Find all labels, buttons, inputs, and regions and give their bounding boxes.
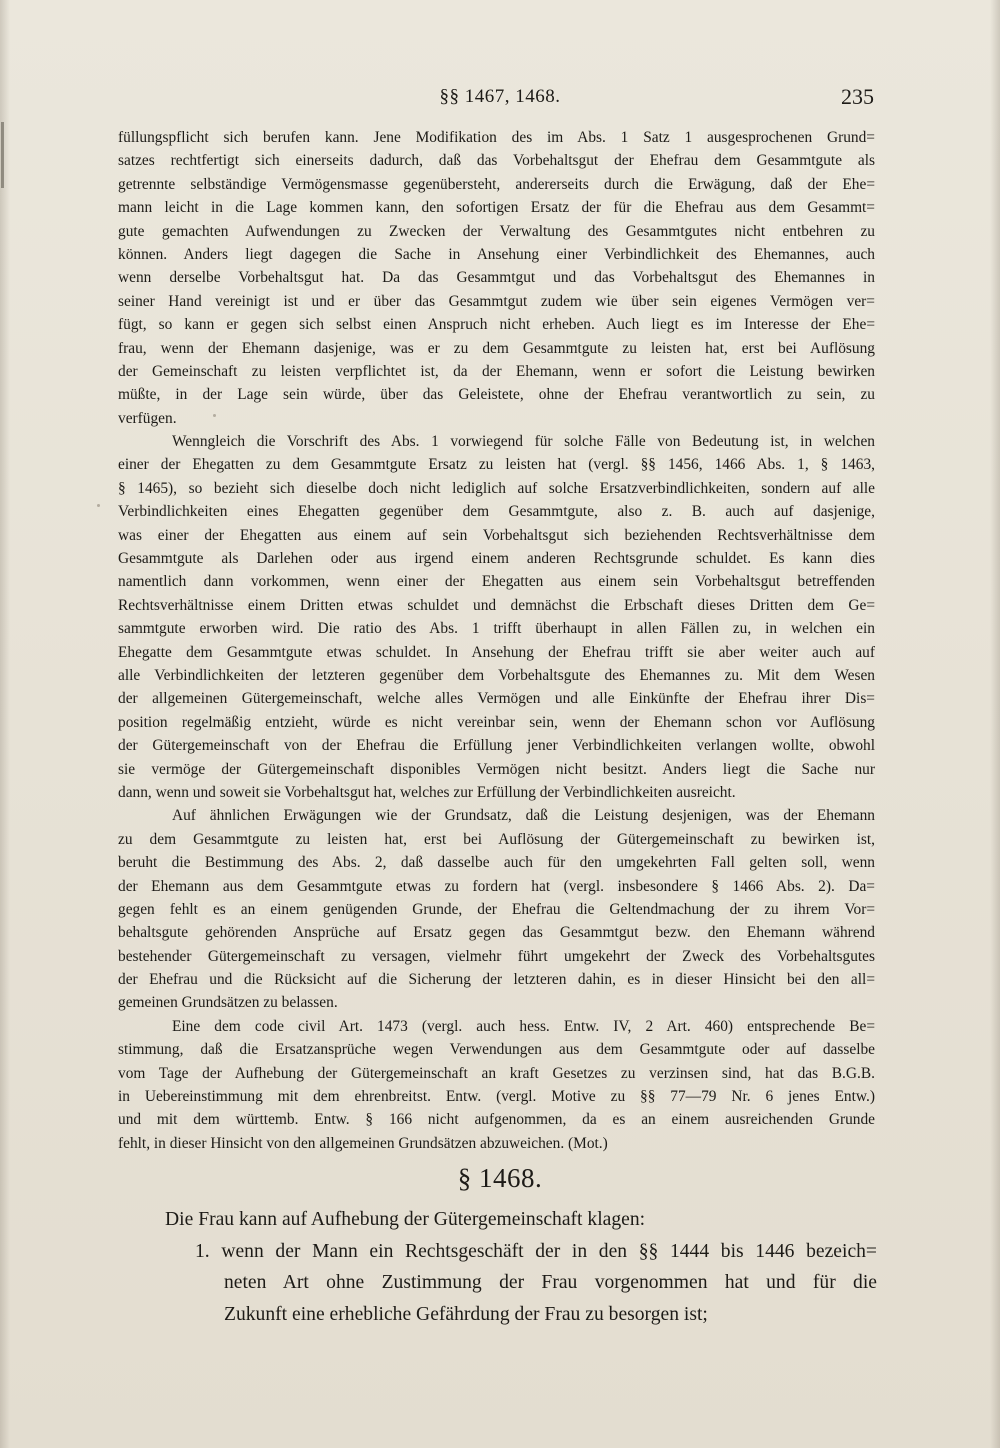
statute-intro-line: Die Frau kann auf Aufhebung der Gütergemeinschaft klagen: <box>165 1209 646 1230</box>
text-line: verfügen. <box>118 409 177 427</box>
text-line: gegen fehlt es an einem genügenden Grunde, der Ehefrau die Geltendmachung der zu ihrem Vor= <box>118 900 875 918</box>
text-line: namentlich dann vorkommen, wenn einer der Ehegatten aus einem sein Vorbehaltsgut betreffenden <box>118 573 875 591</box>
text-line: sammtgute erworben wird. Die ratio des Abs. 1 trifft überhaupt in allen Fällen zu, in welchen ein <box>118 620 875 638</box>
text-line: gute gemachten Aufwendungen zu Zwecken der Verwaltung des Gesammtgutes nicht entbehren zu <box>118 222 875 240</box>
text-line: fügt, so kann er gegen sich selbst einen Anspruch nicht erheben. Auch liegt es im Interesse der Ehe= <box>118 316 875 334</box>
text-line: Rechtsverhältnisse einem Dritten etwas schuldet und demnächst die Erbschaft dieses Dritten dem Ge= <box>118 596 875 614</box>
statute-item-line: Zukunft eine erhebliche Gefährdung der Frau zu besorgen ist; <box>224 1303 708 1325</box>
paragraph-first-line: Wenngleich die Vorschrift des Abs. 1 vorwiegend für solche Fälle von Bedeutung ist, in welchen <box>172 433 875 451</box>
text-line: § 1465), so bezieht sich dieselbe doch nicht lediglich auf solche Ersatzverbindlichkeiten, sondern auf alle <box>118 479 875 497</box>
text-line: alle Verbindlichkeiten der letzteren gegenüber dem Vorbehaltsgute des Ehemannes zu. Mit dem Wesen <box>118 666 875 684</box>
text-line: behaltsgute gehörenden Ansprüche auf Ersatz gegen das Gesammtgut bezw. den Ehemann während <box>118 924 875 942</box>
text-line: beruht die Bestimmung des Abs. 2, daß dasselbe auch für den umgekehrten Fall gelten soll, wenn <box>118 854 875 872</box>
text-line: in Uebereinstimmung mit dem ehrenbreitst. Entw. (vergl. Motive zu §§ 77—79 Nr. 6 jenes Entw.) <box>118 1088 875 1106</box>
binding-mark <box>1 122 4 188</box>
text-line: stimmung, daß die Ersatzansprüche wegen Verwendungen aus dem Gesammtgute oder auf dasselbe <box>118 1041 875 1059</box>
text-line: müßte, in der Lage sein würde, über das Geleistete, ohne der Ehefrau verantwortlich zu sein, zu <box>118 386 875 404</box>
text-line: Verbindlichkeiten eines Ehegatten gegenüber dem Gesammtgute, also z. B. auch auf dasjenige, <box>118 503 875 521</box>
text-line: dann, wenn und soweit sie Vorbehaltsgut hat, welches zur Erfüllung der Verbindlichkeiten ausreicht. <box>118 783 736 801</box>
text-line: und mit dem württemb. Entw. § 166 nicht aufgenommen, da es an einem ausreichenden Grunde <box>118 1111 875 1129</box>
text-line: der Gütergemeinschaft von der Ehefrau die Erfüllung jener Verbindlichkeiten verlangen wollte, obwohl <box>118 737 875 755</box>
text-line: was einer der Ehegatten aus einem auf sein Vorbehaltsgut sich beziehenden Rechtsverhältnisse dem <box>118 526 875 544</box>
paper-speck <box>97 504 100 507</box>
statute-item-line: neten Art ohne Zustimmung der Frau vorgenommen hat und für die <box>224 1272 877 1293</box>
text-line: Gesammtgute als Darlehen oder aus irgend einem anderen Rechtsgrunde schuldet. Es kann dies <box>118 550 875 568</box>
text-line: einer der Ehegatten zu dem Gesammtgute Ersatz zu leisten hat (vergl. §§ 1456, 1466 Abs. 1, § 1463, <box>118 456 875 474</box>
text-line: frau, wenn der Ehemann dasjenige, was er zu dem Gesammtgute zu leisten hat, erst bei Auflösung <box>118 339 875 357</box>
statute-item-line: 1. wenn der Mann ein Rechtsgeschäft der in den §§ 1444 bis 1446 bezeich= <box>195 1240 877 1262</box>
section-heading: § 1468. <box>457 1163 543 1193</box>
text-line: der allgemeinen Gütergemeinschaft, welche alles Vermögen und alle Einkünfte der Ehefrau ihrer Dis= <box>118 690 875 708</box>
text-line: wenn derselbe Vorbehaltsgut hat. Da das Gesammtgut und das Vorbehaltsgut des Ehemannes in <box>118 269 875 287</box>
text-line: vom Tage der Aufhebung der Gütergemeinschaft an kraft Gesetzes zu verzinsen sind, hat das B.G.B. <box>118 1064 875 1082</box>
text-line: der Gemeinschaft zu leisten verpflichtet ist, da der Ehemann, wenn er sofort die Leistung bewirken <box>118 362 875 380</box>
text-line: gemeinen Grundsätzen zu belassen. <box>118 994 338 1012</box>
text-line: der Ehefrau und die Rücksicht auf die Sicherung der letzteren dahin, es in dieser Hinsicht bei den all= <box>118 971 875 989</box>
running-head: §§ 1467, 1468. <box>439 86 561 107</box>
text-line: füllungspflicht sich berufen kann. Jene Modifikation des im Abs. 1 Satz 1 ausgesprochenen Grund= <box>118 129 875 146</box>
paragraph-first-line: Auf ähnlichen Erwägungen wie der Grundsatz, daß die Leistung desjenigen, was der Ehemann <box>172 807 875 825</box>
page-number: 235 <box>841 84 874 109</box>
text-line: fehlt, in dieser Hinsicht von den allgemeinen Grundsätzen abzuweichen. (Mot.) <box>118 1134 608 1152</box>
text-line: mann leicht in die Lage kommen kann, den sofortigen Ersatz der für die Ehefrau aus dem Gesammt= <box>118 199 875 217</box>
text-line: satzes rechtfertigt sich einerseits dadurch, daß das Vorbehaltsgut der Ehefrau dem Gesammtgute als <box>118 152 875 170</box>
text-line: bestehender Gütergemeinschaft zu versagen, vielmehr führt umgekehrt der Zweck des Vorbehaltsgutes <box>118 947 875 965</box>
text-line: sie vermöge der Gütergemeinschaft disponibles Vermögen nicht besitzt. Anders liegt die Sache nur <box>118 760 875 778</box>
page-edge-shadow-right <box>990 0 1000 1448</box>
text-line: getrennte selbständige Vermögensmasse gegenübersteht, andererseits durch die Erwägung, daß der Ehe= <box>118 175 875 193</box>
text-line: seiner Hand vereinigt ist und er über das Gesammtgut zudem wie über sein eigenes Vermögen ver= <box>118 292 875 310</box>
statute-text <box>165 1204 877 1330</box>
text-line: können. Anders liegt dagegen die Sache in Ansehung einer Verbindlichkeit des Ehemannes, auch <box>118 245 875 263</box>
text-line: zu dem Gesammtgute zu leisten hat, erst bei Auflösung der Gütergemeinschaft zu bewirken ist, <box>118 830 875 848</box>
commentary-text <box>118 126 875 1155</box>
page-edge-shadow-left <box>0 0 10 1448</box>
text-line: Ehegatte dem Gesammtgute etwas schuldet. In Ansehung der Ehefrau trifft sie aber weiter auch auf <box>118 643 875 661</box>
paragraph-first-line: Eine dem code civil Art. 1473 (vergl. auch hess. Entw. IV, 2 Art. 460) entsprechende Be= <box>172 1017 875 1035</box>
text-line: der Ehemann aus dem Gesammtgute etwas zu fordern hat (vergl. insbesondere § 1466 Abs. 2). Da= <box>118 877 875 895</box>
text-line: position regelmäßig entzieht, würde es nicht vereinbar sein, wenn der Ehemann schon vor Auflösung <box>118 713 875 731</box>
